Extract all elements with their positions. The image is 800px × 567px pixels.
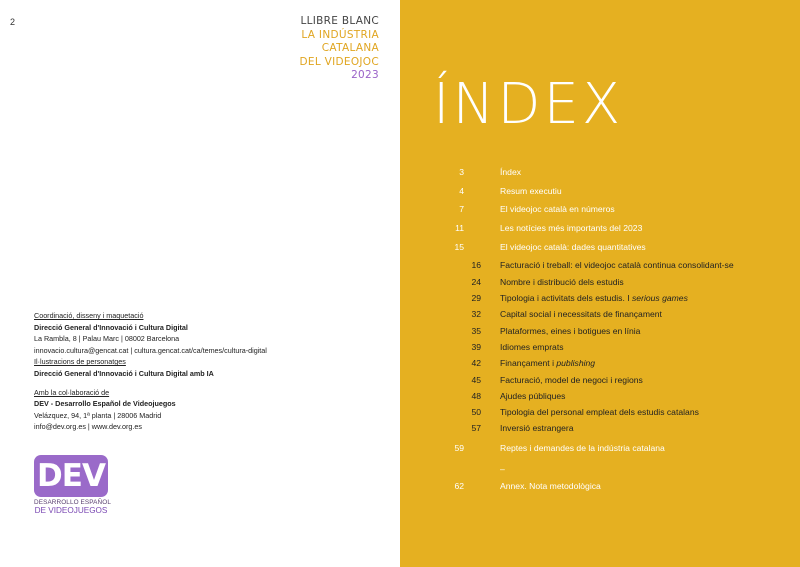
collaboration-address: Velázquez, 94, 1ª planta | 28006 Madrid: [34, 410, 162, 420]
illustrations-org: Direcció General d'Innovació i Cultura Digital amb IA: [34, 368, 214, 378]
coordination-address: La Rambla, 8 | Palau Marc | 08002 Barcelona: [34, 334, 180, 344]
toc-page: 57: [471, 423, 481, 434]
toc-page: 35: [471, 325, 481, 336]
toc-title: Reptes i demandes de la indústria catalana: [500, 443, 665, 454]
toc-subentry[interactable]: [400, 261, 800, 277]
toc-page: 3: [459, 167, 464, 177]
collaboration-label: Amb la col·laboració de: [34, 387, 110, 397]
toc-title-italic: serious games: [632, 293, 688, 304]
toc-subentry[interactable]: [400, 294, 800, 310]
toc-title: Tipologia del personal empleat dels estudis catalans: [500, 407, 699, 418]
toc-page: 50: [471, 407, 481, 418]
dev-logo: [34, 455, 111, 515]
toc-page: 62: [454, 481, 464, 492]
toc-page: 42: [471, 358, 481, 369]
toc-title: Nombre i distribució dels estudis: [500, 276, 624, 287]
toc-title: Índex: [500, 167, 522, 177]
toc-subentry[interactable]: [400, 310, 800, 326]
publication-title: [300, 15, 379, 83]
toc-page: 32: [471, 309, 481, 320]
collaboration-contact[interactable]: info@dev.org.es | www.dev.org.es: [34, 422, 142, 432]
title-year: 2023: [351, 69, 379, 81]
toc-entry[interactable]: [400, 243, 800, 262]
toc-subentry[interactable]: [400, 424, 800, 444]
toc-title: Capital social i necessitats de finançament: [500, 309, 662, 320]
toc-page: 16: [471, 260, 481, 271]
toc-title-italic: publishing: [556, 358, 596, 369]
toc-page: 7: [459, 204, 464, 215]
toc-subentry[interactable]: [400, 327, 800, 343]
toc-entry[interactable]: [400, 224, 800, 243]
toc-entry[interactable]: [400, 482, 800, 501]
toc-separator: –: [500, 464, 505, 475]
dev-logo-line-2: DE VIDEOJUEGOS: [34, 506, 108, 515]
toc-page: 15: [454, 241, 464, 252]
toc-title: El videojoc català: dades quantitatives: [500, 241, 646, 252]
toc-title: Annex. Nota metodològica: [500, 481, 601, 492]
toc-title: Idiomes emprats: [500, 341, 564, 352]
toc-page: 24: [471, 276, 481, 287]
toc-page: 4: [459, 185, 464, 196]
page-number: 2: [10, 17, 16, 27]
toc-title: Ajudes públiques: [500, 390, 566, 401]
toc-title: Plataformes, eines i botigues en línia: [500, 325, 641, 336]
toc-page: 29: [471, 293, 481, 304]
toc-page: 39: [471, 341, 481, 352]
toc-title: Inversió estrangera: [500, 423, 574, 434]
toc-title: Tipologia i activitats dels estudis. I serious games: [500, 293, 688, 304]
toc-title: Facturació i treball: el videojoc català continua consolidant-se: [500, 260, 734, 271]
dev-logo-line-1: DESARROLLO ESPAÑOL: [34, 499, 111, 506]
toc-page: 11: [455, 223, 464, 234]
toc-page: 59: [454, 443, 464, 454]
toc-title: Facturació, model de negoci i regions: [500, 374, 643, 385]
dev-logo-mark: DEV: [34, 455, 108, 497]
toc-entry[interactable]: [400, 444, 800, 463]
title-line-2: LA INDÚSTRIA: [301, 28, 379, 41]
table-of-contents: [400, 168, 800, 501]
coordination-label: Coordinació, disseny i maquetació: [34, 311, 144, 320]
coordination-org: Direcció General d'Innovació i Cultura Digital: [34, 322, 188, 332]
coordination-contact[interactable]: innovacio.cultura@gencat.cat | cultura.gencat.cat/ca/temes/cultura-digital: [34, 345, 267, 355]
toc-title: El videojoc català en números: [500, 204, 615, 215]
title-line-3: CATALANA: [321, 42, 379, 54]
illustrations-label: Il·lustracions de personatges: [34, 357, 126, 367]
toc-subentry[interactable]: [400, 408, 800, 424]
index-title: ÍNDEX: [433, 72, 624, 137]
toc-title: Finançament i publishing: [500, 358, 596, 369]
toc-title: Les notícies més importants del 2023: [500, 223, 643, 234]
toc-subentry[interactable]: [400, 343, 800, 359]
toc-subentry[interactable]: [400, 278, 800, 294]
toc-subentry[interactable]: [400, 392, 800, 408]
credits-block: [34, 310, 267, 433]
title-line-1: LLIBRE BLANC: [300, 15, 379, 27]
toc-entry[interactable]: [400, 205, 800, 224]
toc-entry[interactable]: [400, 168, 800, 187]
toc-page: 48: [471, 390, 481, 401]
toc-subentry[interactable]: [400, 376, 800, 392]
title-line-4: DEL VIDEOJOC: [299, 55, 379, 68]
toc-page: 45: [471, 374, 481, 385]
toc-title: Resum executiu: [500, 185, 562, 196]
toc-subentry[interactable]: [400, 359, 800, 375]
toc-entry[interactable]: [400, 187, 800, 206]
collaboration-org: DEV - Desarrollo Español de Videojuegos: [34, 399, 176, 409]
